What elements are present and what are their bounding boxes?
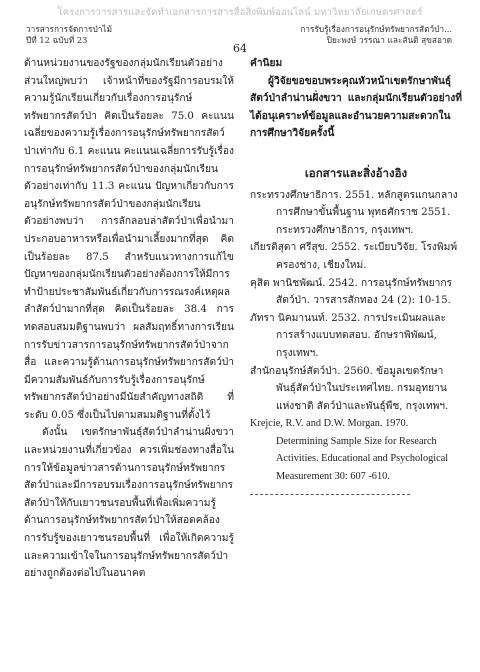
reference-item-english: Krejcie, R.V. and D.W. Morgan. 1970. Determining Sample Size for Research Activities. Educational and Psychological Measurement 30: 607 -610. [250, 418, 449, 483]
article-authors: ปิยะพงษ์ วรรณา และสันติ สุขสอาด [326, 35, 452, 45]
body-paragraph: ด้านหน่วยงานของรัฐของกลุ่มนักเรียนตัวอย่างส่วนใหญ่พบว่า เจ้าหน้าที่ของรัฐมีการอบรมให้ความรู้นักเรียนเกี่ยวกับเรื่องการอนุรักษ์ทรัพยากรสัตว์ป่า คิดเป็นร้อยละ 75.0 คะแนนเฉลี่ยของความรู้เรื่องการอนุรักษ์ทรัพยากรสัตว์ป่าเท่ากับ 6.1 คะแนน คะแนนเฉลี่ยการรับรู้เรื่องการอนุรักษ์ทรัพยากรสัตว์ป่าของกลุ่มนักเรียนตัวอย่างเท่ากับ 11.3 คะแนน ปัญหาเกี่ยวกับการอนุรักษ์ทรัพยากรสัตว์ป่าของกลุ่มนักเรียนตัวอย่างพบว่า การลักลอบล่าสัตว์ป่าเพื่อนำมาประกอบอาหารหรือเพื่อนำมาเลี้ยงมากที่สุด คิดเป็นร้อยละ 87.5 สำหรับแนวทางการแก้ไขปัญหาของกลุ่มนักเรียนตัวอย่างต้องการให้มีการทำป้ายประชาสัมพันธ์เกี่ยวกับการรณรงค์เหตุผลลำสัตว์ป่ามากที่สุด คิดเป็นร้อยละ 38.4 การทดสอบสมมติฐานพบว่า ผลสัมฤทธิ์ทางการเรียน การรับข่าวสารการอนุรักษ์ทรัพยากรสัตว์ป่าจากสื่อ และความรู้ด้านการอนุรักษ์ทรัพยากรสัตว์ป่า มีความสัมพันธ์กับการรับรู้เรื่องการอนุรักษ์ทรัพยากรสัตว์ป่าอย่างมีนัยสำคัญทางสถิติ ที่ระดับ 0.05 ซึ่งเป็นไปตามสมมติฐานที่ตั้งไว้ [24, 58, 234, 421]
left-column [24, 55, 234, 583]
journal-name: วารสารการจัดการป่าไม้ [26, 24, 113, 34]
body-paragraph: ดังนั้น เขตรักษาพันธุ์สัตว์ป่าลำน่านฝั่งขวาและหน่วยงานที่เกี่ยวข้อง ควรเพิ่มช่องทางสื่อในการให้ข้อมูลข่าวสารด้านการอนุรักษ์ทรัพยากรสัตว์ป่าและมีการอบรมเรื่องการอนุรักษ์ทรัพยากรสัตว์ป่าให้กับเยาวชนรอบพื้นที่เพื่อเพิ่มความรู้ด้านการอนุรักษ์ทรัพยากรสัตว์ป่าให้สอดคล้องการรับรู้ของเยาวชนรอบพื้นที่ เพื่อให้เกิดความรู้และความเข้าใจในการอนุรักษ์ทรัพยากรสัตว์ป่าอย่างถูกต้องต่อไปในอนาคต [24, 427, 234, 580]
reference-item: กระทรวงศึกษาธิการ. 2551. หลักสูตรแกนกลางการศึกษาขั้นพื้นฐาน พุทธศักราช 2551. กระทรวงศึกษาธิการ, กรุงเทพฯ. [250, 189, 458, 236]
reference-item: เกียรติสุดา ศรีสุข. 2552. ระเบียบวิจัย. โรงพิมพ์ครองช่าง, เชียงใหม่. [250, 242, 458, 271]
reference-item: คุสิต พานิชพัฒน์. 2542. การอนุรักษ์ทรัพยากรสัตว์ป่า. วารสารสักทอง 24 (2): 10-15. [250, 277, 452, 307]
page-number: 64 [233, 42, 247, 55]
journal-volume: ปีที่ 12 ฉบับที่ 23 [26, 35, 88, 45]
acknowledgement-heading: คำนิยม [250, 57, 283, 69]
acknowledgement-text: ผู้วิจัยขอขอบพระคุณหัวหน้าเขตรักษาพันธุ์สัตว์ป่าลำน่านฝั่งขวา และกลุ่มนักเรียนตัวอย่างที่ได้อนุเคราะห์ข้อมูลและอำนวยความสะดวกในการศึกษาวิจัยครั้งนี้ [250, 74, 462, 140]
reference-item: ภัทรา นิคมานนท์. 2532. การประเมินผลและการสร้างแบบทดสอบ. อักษราพิพัฒน์, กรุงเทพฯ. [250, 312, 447, 359]
right-column [250, 55, 462, 495]
references-heading: เอกสารและสิ่งอ้างอิง [304, 165, 408, 180]
article-short-title: การรับรู้เรื่องการอนุรักษ์ทรัพยากรสัตว์ป่า... [300, 24, 452, 34]
end-divider [250, 494, 410, 495]
reference-item: สำนักอนุรักษ์สัตว์ป่า. 2560. ข้อมูลเขตรักษาพันธุ์สัตว์ป่าในประเทศไทย. กรมอุทยานแห่งชาติ สัตว์ป่าและพันธุ์พืช, กรุงเทพฯ. [250, 365, 449, 412]
watermark-banner: โครงการวารสารและจัดทำเอกสารการสารสื่อสิ่งพิมพ์ออนไลน์ มหาวิทยาลัยเกษตรศาสตร์ [57, 7, 423, 18]
